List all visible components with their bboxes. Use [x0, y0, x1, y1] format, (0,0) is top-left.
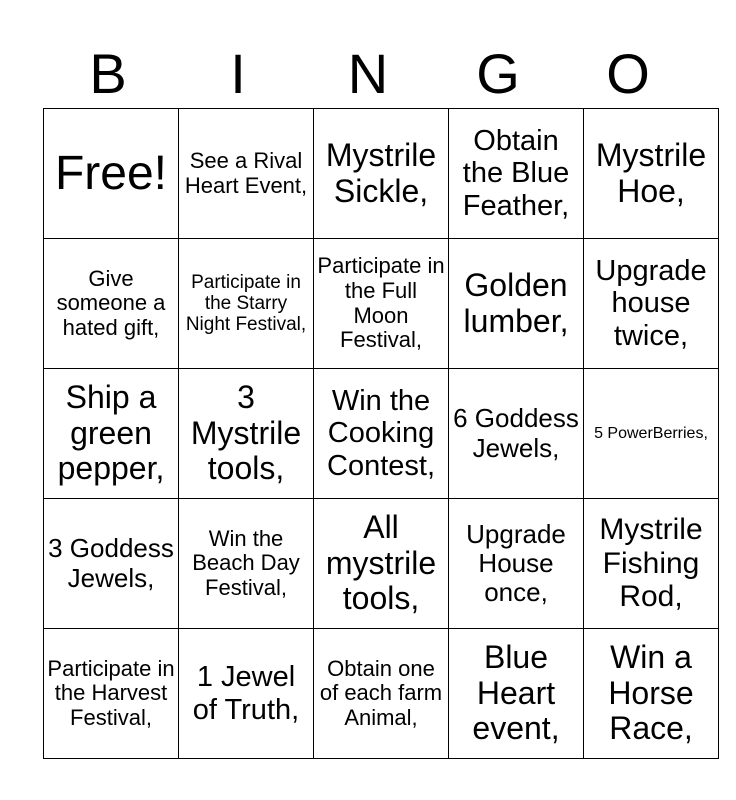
header-letter-i: I	[230, 42, 246, 105]
header-letter-o: O	[606, 42, 650, 105]
bingo-cell-text: Win the Cooking Contest,	[327, 384, 435, 482]
header-letter-b: B	[89, 42, 127, 105]
bingo-row	[44, 369, 719, 499]
bingo-cell-text: Win the Beach Day Festival,	[192, 525, 300, 600]
bingo-cell[interactable]	[314, 239, 449, 369]
bingo-row	[44, 629, 719, 759]
bingo-grid	[43, 108, 719, 759]
bingo-cell-text: Win a Horse Race,	[608, 638, 694, 747]
bingo-cell[interactable]	[314, 369, 449, 499]
header-letter-n: N	[347, 42, 389, 105]
bingo-cell[interactable]	[584, 499, 719, 629]
bingo-cell-text: Obtain the Blue Feather,	[462, 124, 570, 222]
header-letter-g: G	[476, 42, 520, 105]
bingo-cell-text: Golden lumber,	[463, 266, 569, 339]
bingo-cell-text: 3 Goddess Jewels,	[48, 533, 174, 593]
bingo-cell[interactable]	[449, 239, 584, 369]
bingo-cell-text: 3 Mystrile tools,	[190, 378, 302, 487]
bingo-cell[interactable]	[44, 499, 179, 629]
bingo-cell-text: Participate in the Harvest Festival,	[47, 655, 175, 730]
bingo-cell-text: All mystrile tools,	[325, 508, 437, 617]
bingo-cell[interactable]	[44, 629, 179, 759]
bingo-cell[interactable]	[179, 629, 314, 759]
bingo-cell[interactable]	[314, 629, 449, 759]
bingo-cell-text: 5 PowerBerries,	[594, 424, 708, 442]
bingo-header	[43, 40, 693, 108]
bingo-cell-text: Ship a green pepper,	[57, 378, 165, 487]
bingo-cell[interactable]	[449, 369, 584, 499]
bingo-cell-text: See a Rival Heart Event,	[184, 147, 308, 198]
bingo-cell-text: Obtain one of each farm Animal,	[319, 655, 443, 730]
bingo-cell-text: 6 Goddess Jewels,	[453, 403, 579, 463]
bingo-cell[interactable]	[179, 239, 314, 369]
bingo-cell-text: Participate in the Starry Night Festival,	[185, 271, 307, 336]
bingo-cell[interactable]	[449, 109, 584, 239]
bingo-cell[interactable]	[314, 109, 449, 239]
bingo-cell[interactable]	[584, 239, 719, 369]
bingo-cell-text: Give someone a hated gift,	[56, 265, 166, 340]
bingo-cell-text: Mystrile Sickle,	[325, 136, 437, 209]
bingo-cell[interactable]	[179, 499, 314, 629]
bingo-cell-text: Upgrade house twice,	[595, 254, 707, 352]
bingo-cell[interactable]	[179, 109, 314, 239]
bingo-row	[44, 239, 719, 369]
bingo-cell[interactable]	[314, 499, 449, 629]
bingo-cell[interactable]	[449, 499, 584, 629]
bingo-cell[interactable]	[44, 369, 179, 499]
bingo-cell[interactable]	[449, 629, 584, 759]
bingo-cell-text: 1 Jewel of Truth,	[192, 661, 300, 726]
bingo-row	[44, 499, 719, 629]
bingo-row	[44, 109, 719, 239]
bingo-cell-text: Free!	[54, 146, 168, 200]
bingo-cell-text: Blue Heart event,	[472, 638, 560, 747]
bingo-cell-text: Mystrile Hoe,	[595, 136, 707, 209]
bingo-cell[interactable]	[584, 369, 719, 499]
bingo-cell[interactable]	[584, 109, 719, 239]
bingo-cell-text: Participate in the Full Moon Festival,	[317, 253, 445, 353]
bingo-cell[interactable]	[584, 629, 719, 759]
bingo-cell[interactable]	[44, 109, 179, 239]
bingo-cell-text: Upgrade House once,	[466, 518, 566, 608]
bingo-cell[interactable]	[44, 239, 179, 369]
bingo-cell-text: Mystrile Fishing Rod,	[599, 513, 703, 614]
bingo-cell[interactable]	[179, 369, 314, 499]
